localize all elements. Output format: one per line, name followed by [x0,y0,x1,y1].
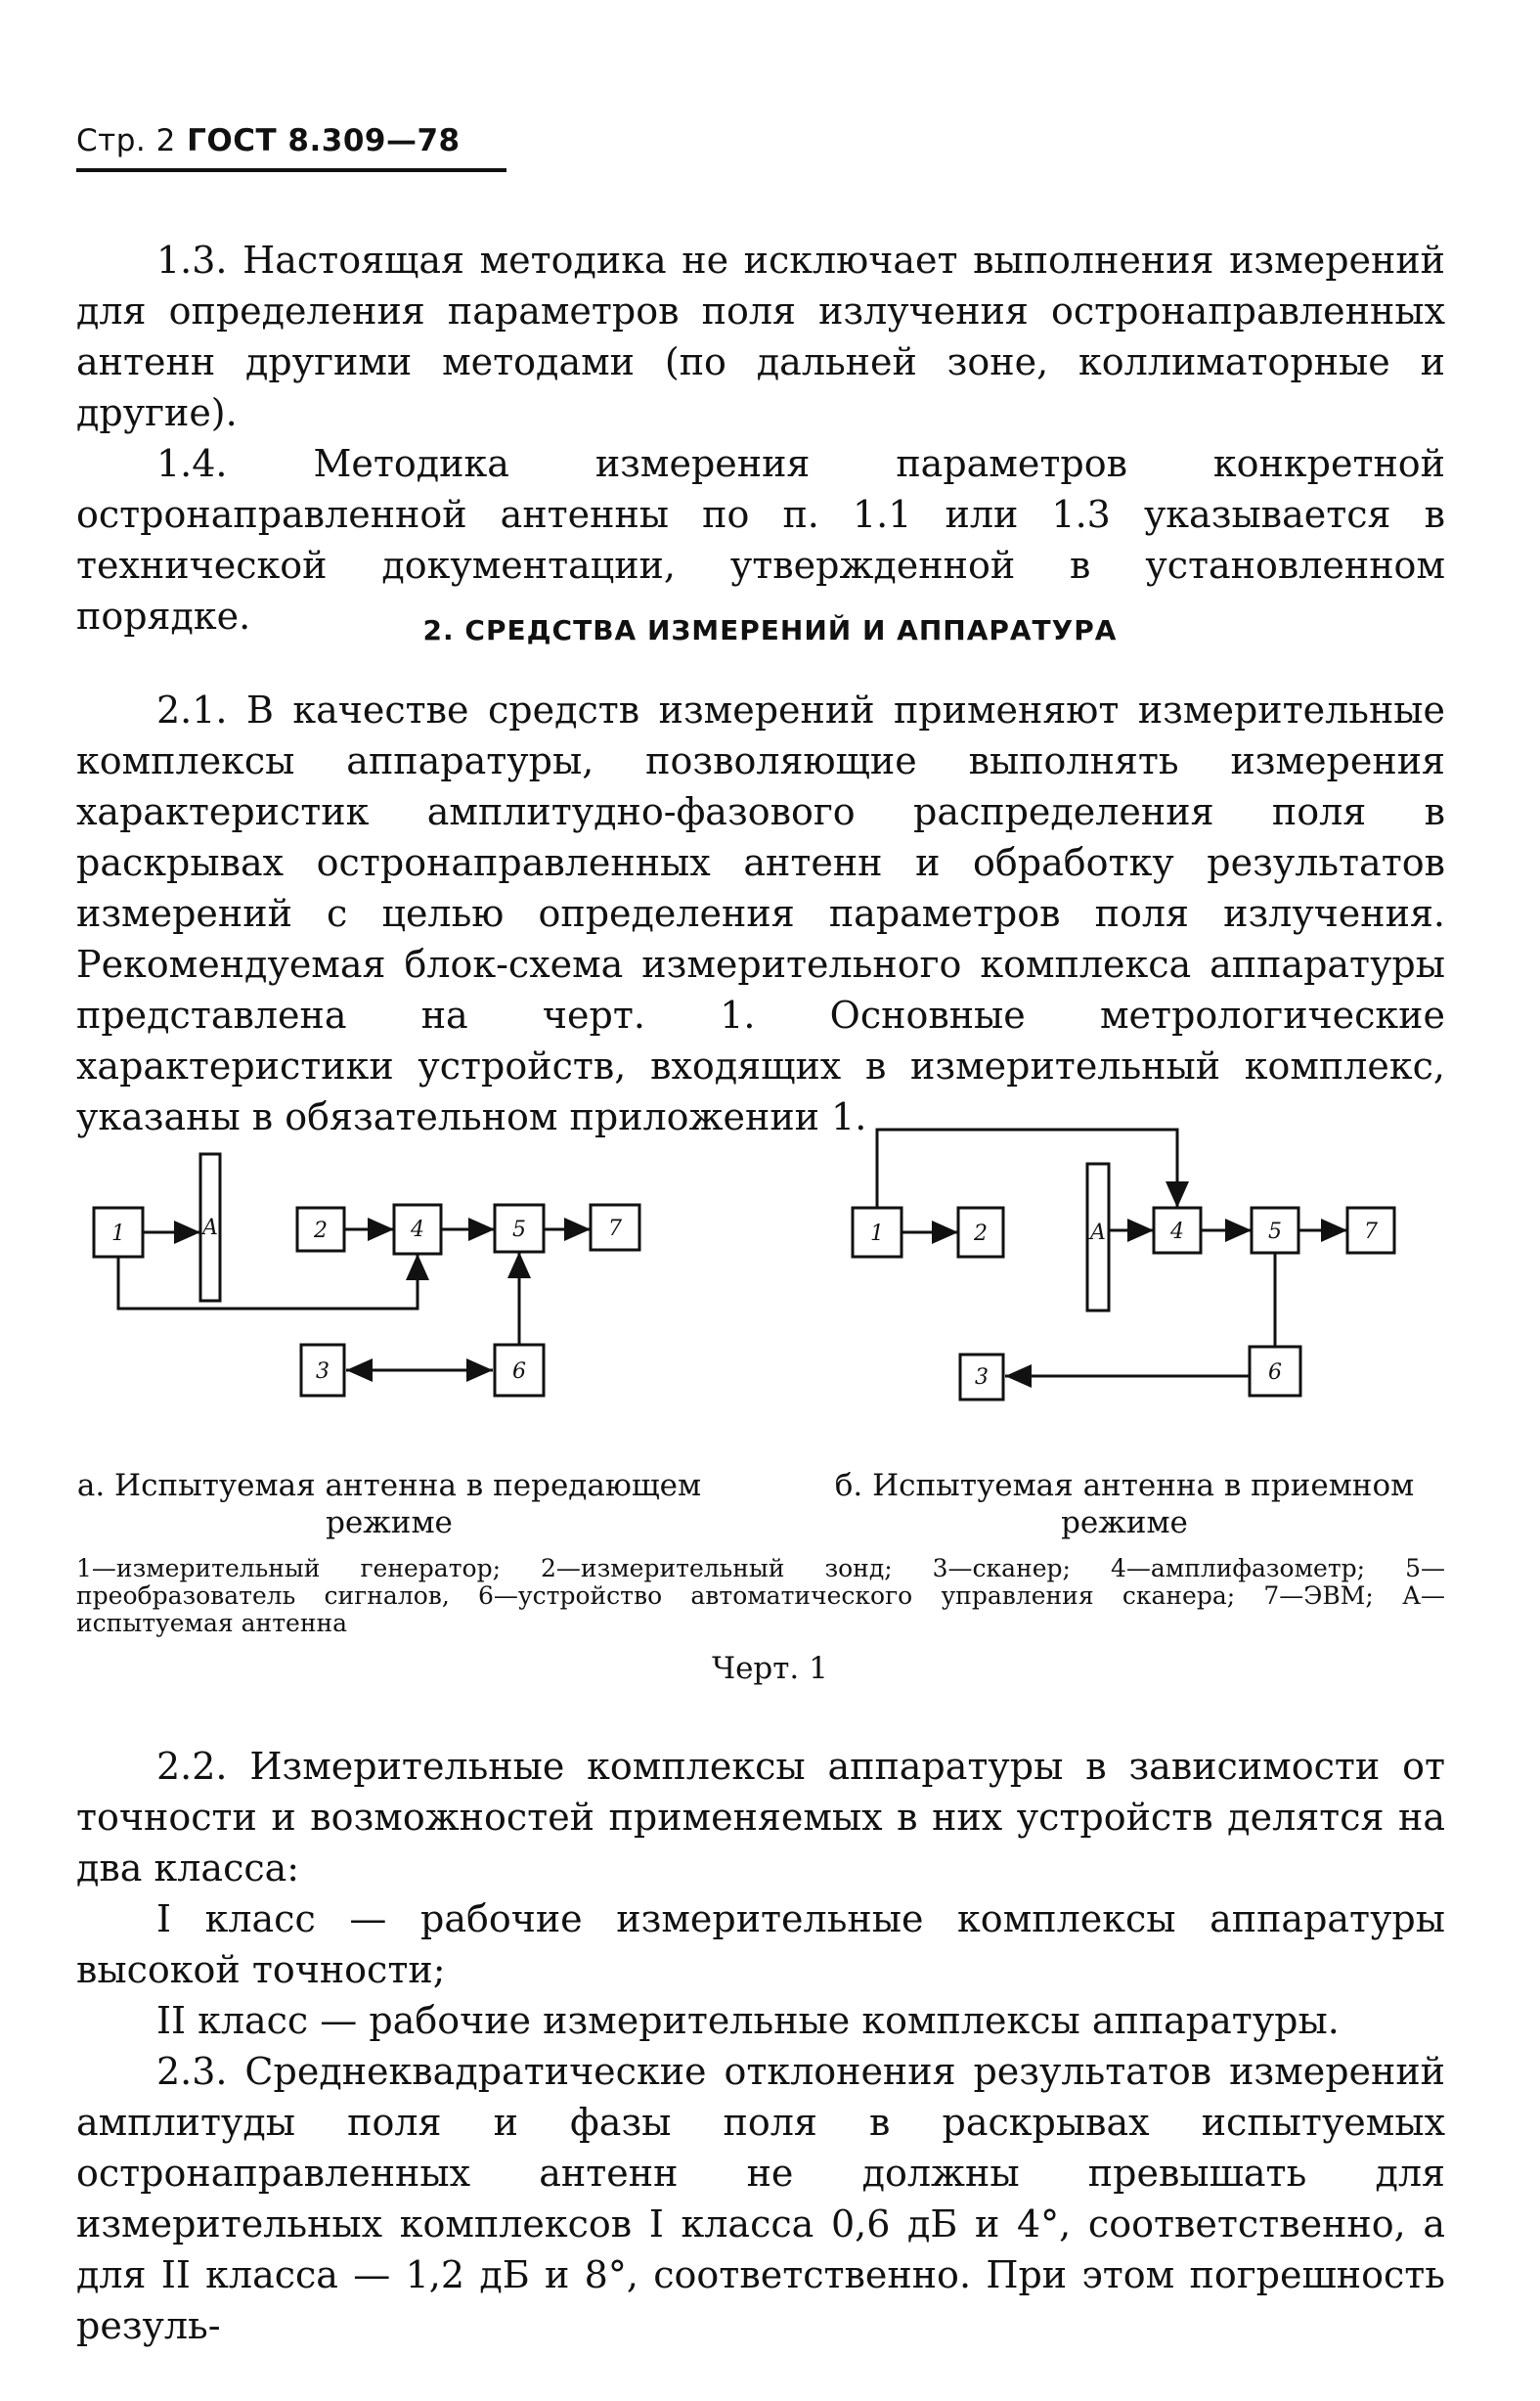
class-1-line: I класс — рабочие измерительные комплексы аппаратуры высокой точности; [76,1897,1445,1991]
page-number: Стр. 2 [76,123,176,158]
figure-legend: 1—измерительный генератор; 2—измерительный зонд; 3—сканер; 4—амплифазометр; 5—преобразователь сигналов, 6—устройство автоматического управления сканера; 7—ЭВМ; А—испытуемая антенна [76,1554,1445,1637]
standard-number: ГОСТ 8.309—78 [187,123,461,158]
paragraph-2-1: 2.1. В качестве средств измерений применяют измерительные комплексы аппаратуры, позволяющие выполнять измерения характеристик амплитудно-фазового распределения поля в раскрывах остронаправленных антенн и обработку результатов измерений с целью определения параметров поля излучения. Рекомендуемая блок-схема измерительного комплекса аппаратуры представлена на черт. 1. Основные метрологические характеристики устройств, входящих в измерительный комплекс, указаны в обязательном приложении 1. [76,689,1445,1138]
caption-a: а. Испытуемая антенна в передающем режиме [76,1468,702,1540]
label-a: A [1090,1221,1106,1245]
label-5: 5 [1268,1220,1282,1244]
label-2: 2 [314,1219,328,1243]
section-2-text-continued [76,1741,1445,2351]
paragraph-1-3: 1.3. Настоящая методика не исключает выполнения измерений для определения параметров поля излучения остронаправленных антенн другими методами (по дальней зоне, коллиматорные и другие). [76,239,1445,434]
section-title: 2. СРЕДСТВА ИЗМЕРЕНИЙ И АППАРАТУРА [422,614,1118,646]
label-4: 4 [1170,1220,1184,1244]
label-1: 1 [111,1222,125,1246]
diagram-b [841,1120,1467,1443]
paragraph-1-4: 1.4. Методика измерения параметров конкретной остронаправленной антенны по п. 1.1 или 1.3 указывается в технической документации, утвержденной в установленном порядке. [76,442,1445,638]
paragraph-2-3: 2.3. Среднеквадратические отклонения результатов измерений амплитуды поля и фазы поля в раскрывах испытуемых остронаправленных антенн не должны превышать для измерительных комплексов I класса 0,6 дБ и 4°, соответственно, а для II класса — 1,2 дБ и 8°, соответственно. При этом погрешность резуль- [76,2050,1445,2347]
label-2: 2 [974,1222,988,1246]
paragraph-2-2: 2.2. Измерительные комплексы аппаратуры в зависимости от точности и возможностей применяемых в них устройств делятся на два класса: [76,1745,1445,1890]
label-7: 7 [608,1217,622,1241]
intro-text [76,235,1445,642]
label-a: A [202,1216,218,1240]
label-1: 1 [870,1222,884,1246]
label-6: 6 [512,1359,526,1384]
label-4: 4 [411,1218,424,1242]
section-2-text [76,685,1445,1142]
figure-title: Черт. 1 [712,1651,828,1686]
label-3: 3 [975,1365,989,1390]
caption-b: б. Испытуемая антенна в приемном режиме [834,1468,1415,1540]
page-header [76,123,506,172]
class-2-line: II класс — рабочие измерительные комплексы аппаратуры. [156,1999,1340,2042]
label-7: 7 [1364,1220,1378,1244]
label-5: 5 [512,1218,526,1242]
label-3: 3 [316,1359,330,1384]
label-6: 6 [1268,1360,1282,1385]
diagram-a [76,1144,702,1438]
